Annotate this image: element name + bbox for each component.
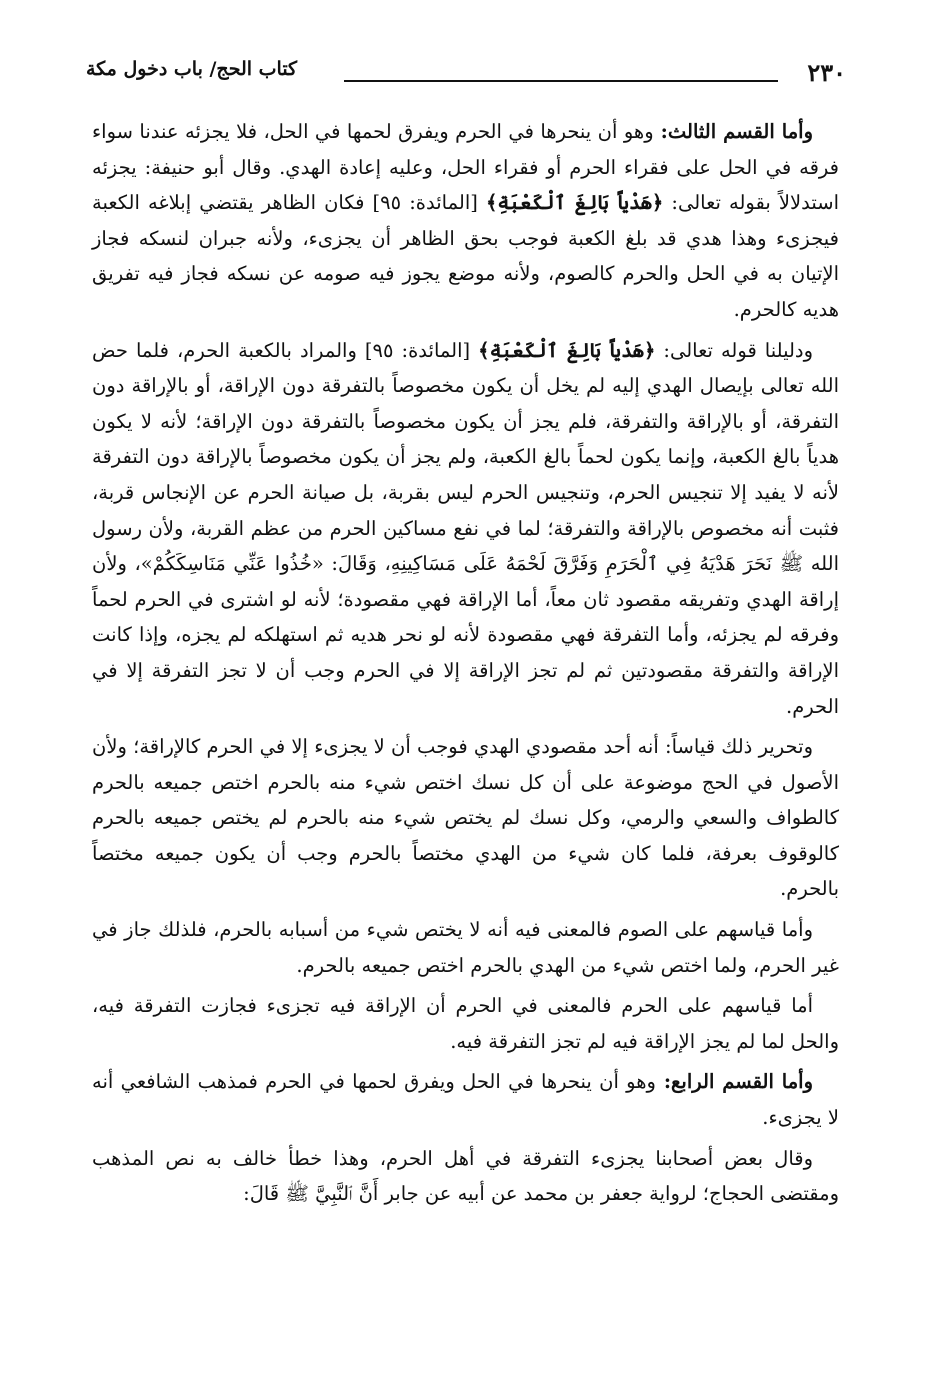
header-rule xyxy=(344,80,778,82)
section-heading: وأما القسم الثالث: xyxy=(653,120,813,143)
paragraph-haram xyxy=(92,988,839,1059)
running-title: كتاب الحج/ باب دخول مكة xyxy=(86,58,298,80)
paragraph-analogy xyxy=(92,729,839,907)
paragraph-text: وقال بعض أصحابنا يجزىء التفرقة في أهل الحرم، وهذا خطأ خالف به نص المذهب ومقتضى الحجاج؛ لرواية جعفر بن محمد عن أبيه عن جابر أَنَّ ٱلنَّبِيَّ ﷺ قَالَ: xyxy=(92,1146,839,1206)
paragraph-text: أما قياسهم على الحرم فالمعنى في الحرم أن الإراقة فيه تجزىء فجازت التفرقة فيه، والحل لما لم يجز الإراقة فيه لم تجز التفرقة فيه. xyxy=(92,994,839,1053)
paragraph-text: وتحرير ذلك قياساً: أنه أحد مقصودي الهدي فوجب أن لا يجزىء إلا في الحرم كالإراقة؛ ولأن الأصول في الحج موضوعة على أن كل نسك اختص شيء منه بالحرم اختص جميعه بالحرم كالطواف والسعي والرمي، وكل نسك لم يختص شيء منه بالحرم لم يختص جميعه بالحرم كالوقوف بعرفة، فلما كان شيء من الهدي مختصاً بالحرم وجب أن يكون جميعه مختصاً بالحرم. xyxy=(92,735,839,901)
paragraph-text: وهو أن ينحرها في الحل ويفرق لحمها في الحرم فمذهب الشافعي أنه لا يجزىء. xyxy=(92,1070,839,1130)
paragraph-companions xyxy=(92,1141,839,1212)
quran-quote: ﴿هَدْياً بَالِغَ ٱلْكَعْبَةِ﴾ xyxy=(478,338,656,362)
paragraph-text: وأما قياسهم على الصوم فالمعنى فيه أنه لا يختص شيء من أسبابه بالحرم، فلذلك جاز في غير الحرم، ولما اختص شيء من الهدي بالحرم اختص جميعه بالحرم. xyxy=(92,918,839,977)
quran-quote: ﴿هَدْياً بَالِغَ ٱلْكَعْبَةِ﴾ xyxy=(485,191,664,215)
section-heading: وأما القسم الرابع: xyxy=(655,1070,813,1094)
page-header xyxy=(86,56,846,92)
paragraph-evidence xyxy=(92,333,839,725)
paragraph-text: وهو أن ينحرها في الحرم ويفرق لحمها في الحل، فلا يجزئه عندنا سواء فرقه في الحل على فقراء الحرم أو فقراء الحل، وعليه إعادة الهدي. وقال أبو حنيفة: يجزئه استدلالاً بقوله تعالى: xyxy=(92,120,840,215)
paragraph-text: [المائدة: ٩٥] والمراد بالكعبة الحرم، فلما حض الله تعالى بإيصال الهدي إليه لم يخل أن يكون مخصوصاً بالتفرقة دون الإراقة، أو بالإراقة دون التفرقة، أو بالإراقة والتفرقة، فلم يجز أن يكون مخصوصاً بالتفرقة دون الإراقة؛ لأنه لا يكون هدياً بالغ الكعبة، وإنما يكون لحماً بالغ الكعبة، ولم يجز أن يكون مخصوصاً بالإراقة دون التفرقة لأنه لا يفيد إلا تنجيس الحرم، وتنجيس الحرم ليس بقربة، بل صيانة الحرم عن الإنجاس قربة، فثبت أنه مخصوص بالإراقة والتفرقة؛ لما في نفع مساكين الحرم من عظم القربة، ولأن رسول الله ﷺ نَحَرَ هَدْيَهُ فِي ٱلْحَرَمِ وَفَرَّقَ لَحْمَهُ عَلَى مَسَاكِينِهِ، وَقَالَ: «خُذُوا عَنِّي مَنَاسِكَكُمْ»، ولأن إراقة الهدي وتفريقه مقصود ثان معاً، أما الإراقة فهي مقصودة؛ لأنه لو اشترى في الحرم لحماً وفرقه لم يجزئه، وأما التفرقة فهي مقصودة لأنه لو نحر هديه ثم استهلكه لم يجزه، وإذا كانت الإراقة والتفرقة مقصودتين ثم لم تجز الإراقة إلا في الحرم وجب أن لا تجز التفرقة إلا في الحرم. xyxy=(92,338,839,718)
body-text xyxy=(92,114,839,1217)
paragraph-third-section xyxy=(92,114,839,328)
paragraph-text: ودليلنا قوله تعالى: xyxy=(655,338,814,362)
paragraph-fasting xyxy=(92,912,839,983)
page-number: ٢٣٠ xyxy=(807,58,846,87)
paragraph-text: [المائدة: ٩٥] فكان الظاهر يقتضي إبلاغه الكعبة فيجزىء وهذا هدي قد بلغ الكعبة فوجب بحق الظاهر أن يجزىء، ولأنه جبران لنسكه فجاز الإتيان به في الحل والحرم كالصوم، ولأنه موضع يجوز فيه صومه عن نسكه فجاز فيه تفريق هديه كالحرم. xyxy=(92,191,839,321)
paragraph-fourth-section xyxy=(92,1064,839,1135)
